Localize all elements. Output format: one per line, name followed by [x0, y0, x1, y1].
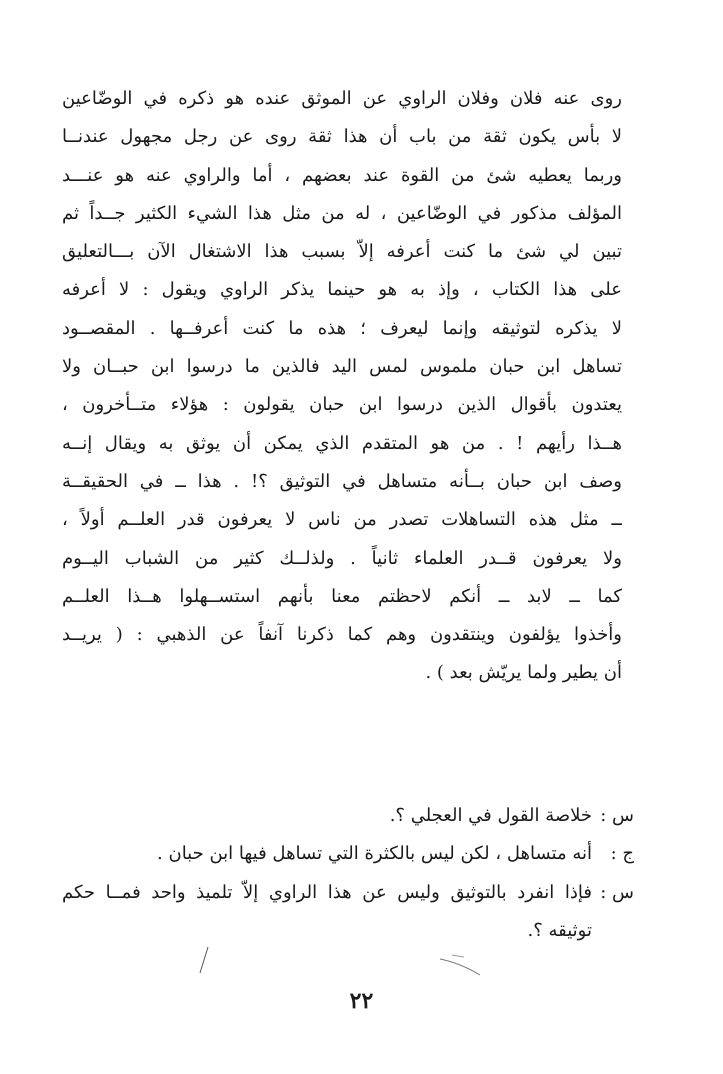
text-line: المؤلف مذكور في الوضّاعين ، له من مثل هذا الشيء الكثير جــداً ثم	[62, 202, 622, 224]
question-label: س :	[600, 805, 634, 826]
text-line: ولا يعرفون قــدر العلماء ثانياً . ولذلــك كثير من الشباب اليــوم	[62, 547, 622, 569]
label-spacer	[592, 912, 634, 950]
text-line: تبين لي شئ ما كنت أعرفه إلاّ بسبب هذا الاشتغال الآن بـــالتعليق	[62, 241, 622, 263]
body-paragraph	[62, 80, 622, 693]
question-row	[62, 874, 634, 912]
text-line: على هذا الكتاب ، وإذ به هو حينما يذكر الراوي ويقول : لا أعرفه	[62, 279, 622, 301]
text-line: يعتدون بأقوال الذين درسوا ابن حبان يقولون : هؤلاء متــأخرون ،	[62, 394, 622, 416]
scan-stroke	[440, 959, 480, 975]
text-line: ــ مثل هذه التساهلات تصدر من ناس لا يعرفون قدر العلــم أولاً ،	[62, 509, 622, 531]
text-line: وأخذوا يؤلفون وينتقدون وهم كما ذكرنا آنفاً عن الذهبي : ( يريــد	[62, 624, 622, 646]
text-line: روى عنه فلان وفلان الراوي عن الموثق عنده هو ذكره في الوضّاعين	[62, 88, 622, 109]
question-text: خلاصة القول في العجلي ؟.	[389, 805, 592, 826]
answer-label: ج :	[610, 843, 634, 865]
question-row	[62, 797, 634, 835]
text-line: هــذا رأيهم ! . من هو المتقدم الذي يمكن أن يوثق به ويقال إنــه	[62, 432, 622, 454]
question-text-continuation: توثيقه ؟.	[527, 919, 592, 941]
text-line: أن يطير ولما يريّش بعد ) .	[425, 662, 622, 684]
text-line: لا يذكره لتوثيقه وإنما ليعرف ؛ هذه ما كنت أعرفــها . المقصــود	[62, 317, 622, 339]
scan-artifact	[190, 945, 510, 985]
text-line: كما ــ لابد ــ أنكم لاحظتم معنا بأنهم استســهلوا هــذا العلــم	[62, 585, 622, 607]
question-text: فإذا انفرد بالتوثيق وليس عن هذا الراوي إلاّ تلميذ واحد فمــا حكم	[62, 881, 592, 903]
text-line: وربما يعطيه شئ من القوة عند بعضهم ، أما والراوي عنه هو عنـــد	[62, 164, 622, 186]
answer-row	[62, 835, 634, 873]
answer-text: أنه متساهل ، لكن ليس بالكثرة التي تساهل فيها ابن حبان .	[157, 843, 592, 865]
scan-stroke	[200, 947, 208, 973]
question-answer-section	[62, 797, 634, 950]
scan-stroke	[452, 955, 464, 957]
page-number: ٢٢	[349, 988, 374, 1014]
question-label: س :	[600, 881, 634, 903]
text-line: لا بأس يكون ثقة من باب أن هذا ثقة روى عن رجل مجهول عندنــا	[62, 126, 622, 148]
text-line: وصف ابن حبان بــأنه متساهل في التوثيق ؟! . هذا ــ في الحقيقــة	[62, 470, 622, 492]
text-line: تساهل ابن حبان ملموس لمس اليد فالذين ما درسوا ابن حبــان ولا	[62, 356, 622, 378]
